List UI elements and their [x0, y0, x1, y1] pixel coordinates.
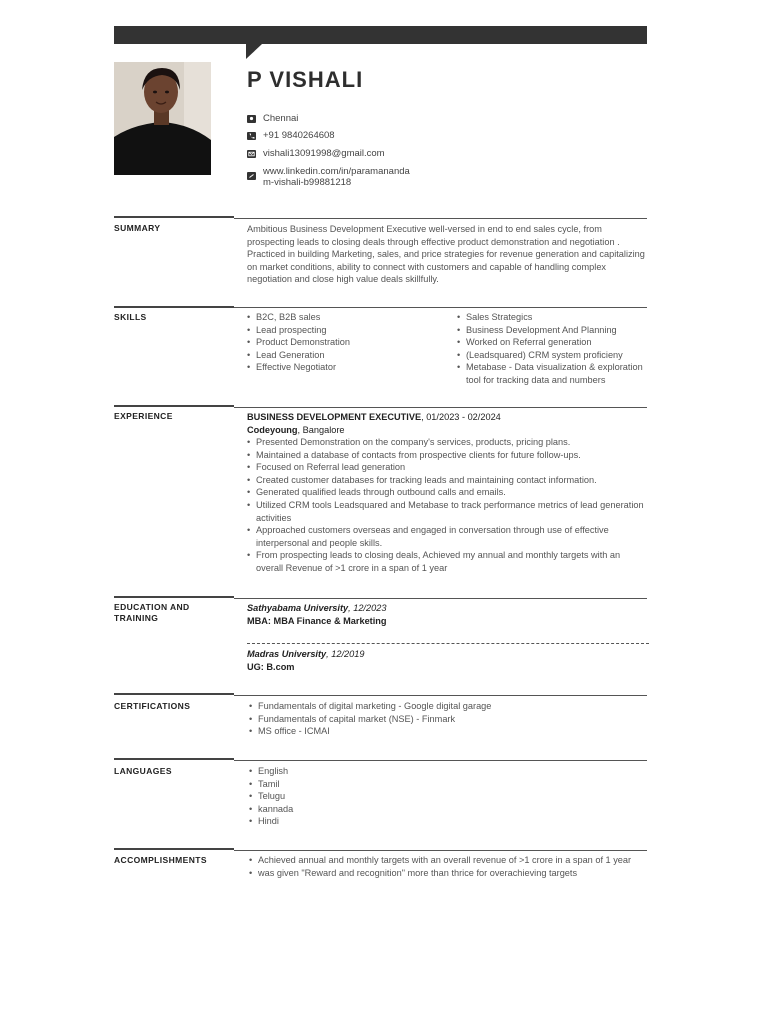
- certifications-heading: CERTIFICATIONS: [114, 701, 191, 711]
- list-item: • (Leadsquared) CRM system proficieny: [457, 349, 647, 362]
- school-name: Sathyabama University: [247, 603, 349, 613]
- school-date: , 12/2023: [348, 603, 387, 613]
- list-item: • Metabase - Data visualization & exploration tool for tracking data and numbers: [457, 361, 647, 386]
- list-item: • Tamil: [249, 778, 449, 791]
- list-item: • Presented Demonstration on the company's services, products, pricing plans.: [247, 436, 649, 449]
- list-item: • kannada: [249, 803, 449, 816]
- languages-heading: LANGUAGES: [114, 766, 172, 776]
- list-item: • English: [249, 765, 449, 778]
- school-date: , 12/2019: [326, 649, 365, 659]
- list-item: • Worked on Referral generation: [457, 336, 647, 349]
- list-item: • Business Development And Planning: [457, 324, 647, 337]
- list-item: • Maintained a database of contacts from prospective clients for future follow-ups.: [247, 449, 649, 462]
- skills-rule-left: [114, 306, 234, 308]
- education-heading-line-1: EDUCATION AND: [114, 602, 190, 612]
- contact-linkedin: [247, 166, 410, 188]
- certifications-rule-left: [114, 693, 234, 695]
- location-icon: [247, 115, 256, 123]
- list-item: • Approached customers overseas and engaged in conversation through use of effective interpersonal and people skills.: [247, 524, 649, 549]
- skills-rule-right: [234, 307, 647, 308]
- summary-heading: SUMMARY: [114, 223, 161, 233]
- list-item: • Fundamentals of capital market (NSE) - Finmark: [249, 713, 649, 726]
- accomplishments-heading: ACCOMPLISHMENTS: [114, 855, 207, 865]
- list-item: • Generated qualified leads through outbound calls and emails.: [247, 486, 649, 499]
- linkedin-line-2[interactable]: m-vishali-b99881218: [263, 177, 352, 188]
- link-icon: [247, 172, 256, 180]
- accomplishments-rule-right: [234, 850, 647, 851]
- list-item: • MS office - ICMAI: [249, 725, 649, 738]
- list-item: • Lead prospecting: [247, 324, 447, 337]
- list-item: • Focused on Referral lead generation: [247, 461, 649, 474]
- certifications-rule-right: [234, 695, 647, 696]
- education-entry-1: [247, 602, 387, 627]
- languages-list: [249, 765, 449, 828]
- list-item: • Utilized CRM tools Leadsquared and Metabase to track performance metrics of lead generation activities: [247, 499, 649, 524]
- accomplishments-list: [249, 854, 649, 879]
- contact-phone: [247, 130, 335, 141]
- list-item: • Effective Negotiator: [247, 361, 447, 374]
- education-heading: [114, 602, 190, 624]
- summary-rule-left: [114, 216, 234, 218]
- summary-rule-right: [234, 218, 647, 219]
- education-entry-2: [247, 648, 364, 673]
- contact-location-text: Chennai: [263, 113, 299, 124]
- list-item: • Achieved annual and monthly targets with an overall revenue of >1 crore in a span of 1 year: [249, 854, 649, 867]
- company-name: Codeyoung: [247, 424, 298, 435]
- degree: UG: B.com: [247, 661, 295, 672]
- list-item: • B2C, B2B sales: [247, 311, 447, 324]
- education-rule-right: [234, 598, 647, 599]
- header-bar: [114, 26, 647, 44]
- email-icon: [247, 150, 256, 158]
- languages-rule-right: [234, 760, 647, 761]
- list-item: • From prospecting leads to closing deals, Achieved my annual and monthly targets with an overall Revenue of >1 crore in a span of 1 year: [247, 549, 649, 574]
- experience-rule-left: [114, 405, 234, 407]
- list-item: • Sales Strategics: [457, 311, 647, 324]
- contact-email-text[interactable]: vishali13091998@gmail.com: [263, 148, 385, 159]
- experience-heading: EXPERIENCE: [114, 411, 173, 421]
- profile-photo: [114, 62, 211, 175]
- experience-rule-right: [234, 407, 647, 408]
- contact-phone-text: +91 9840264608: [263, 130, 335, 141]
- accomplishments-rule-left: [114, 848, 234, 850]
- list-item: • was given "Reward and recognition" more than thrice for overachieving targets: [249, 867, 649, 880]
- header-notch: [246, 44, 262, 59]
- skills-right-list: [457, 311, 647, 387]
- education-heading-line-2: TRAINING: [114, 613, 159, 623]
- contact-email: [247, 148, 385, 159]
- school-name: Madras University: [247, 649, 327, 659]
- linkedin-line-1[interactable]: www.linkedin.com/in/paramananda: [263, 166, 410, 177]
- skills-left-list: [247, 311, 447, 374]
- list-item: • Lead Generation: [247, 349, 447, 362]
- languages-rule-left: [114, 758, 234, 760]
- education-rule-left: [114, 596, 234, 598]
- job-title-line: [247, 411, 649, 424]
- list-item: • Telugu: [249, 790, 449, 803]
- list-item: • Created customer databases for tracking leads and maintaining contact information.: [247, 474, 649, 487]
- contact-location: [247, 113, 298, 124]
- skills-heading: SKILLS: [114, 312, 147, 322]
- certifications-list: [249, 700, 649, 738]
- contact-linkedin-text[interactable]: [263, 166, 410, 188]
- experience-list: [247, 436, 649, 575]
- company-location: , Bangalore: [297, 424, 345, 435]
- company-line: [247, 424, 649, 437]
- job-role: BUSINESS DEVELOPMENT EXECUTIVE: [247, 412, 422, 422]
- summary-text: Ambitious Business Development Executive well-versed in end to end sales cycle, from prospecting leads to closing deals through effective product demonstration and negotiation . Practiced in building Marketing, sales, and price strategies for revenue generation and capitalizing on market conditions, ability to connect with customers and capable of handling complex negotiation and close high value deals skillfully.: [247, 224, 645, 285]
- candidate-name: P VISHALI: [247, 67, 364, 92]
- education-divider: [247, 643, 649, 644]
- list-item: • Fundamentals of digital marketing - Google digital garage: [249, 700, 649, 713]
- list-item: • Product Demonstration: [247, 336, 447, 349]
- experience-block: [247, 411, 649, 575]
- phone-icon: [247, 132, 256, 140]
- list-item: • Hindi: [249, 815, 449, 828]
- job-dates: , 01/2023 - 02/2024: [421, 412, 501, 422]
- degree: MBA: MBA Finance & Marketing: [247, 615, 387, 626]
